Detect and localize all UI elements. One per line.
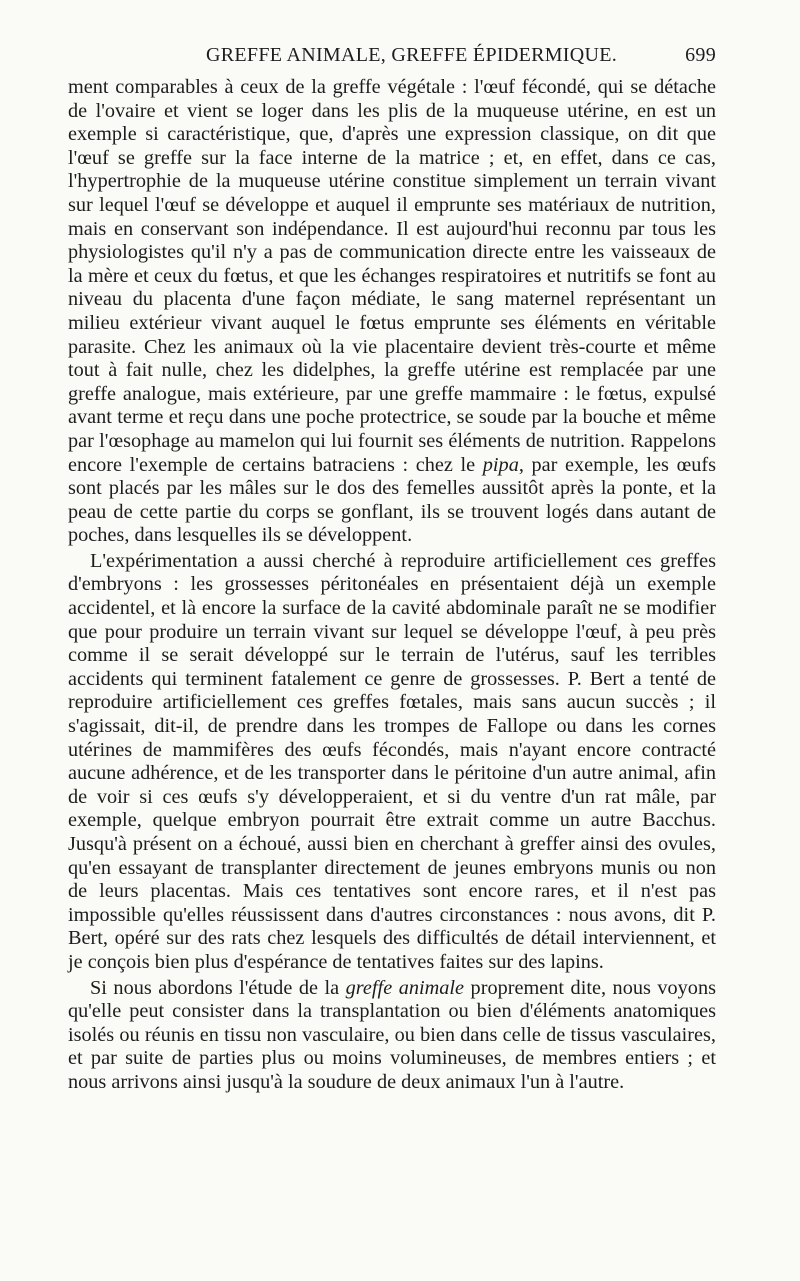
body-text: [68, 76, 716, 1095]
paragraph-text: L'expérimentation a aussi cherché à reproduire artificiellement ces greffes d'embryons : les grossesses péritonéales en présentaient déjà un exemple accidentel, et là encore la surface de la cavité abdominale paraît ne se modifier que pour produire un terrain vivant sur lequel se développe l'œuf, à peu près comme il se serait développé sur le terrain de l'utérus, sauf les terribles accidents qui terminent fatalement ce genre de grossesses. P. Bert a tenté de reproduire artificiellement ces greffes fœtales, mais sans aucun succès ; il s'agissait, dit-il, de prendre dans les trompes de Fallope ou dans les cornes utérines de mammifères des œufs fécondés, mais n'ayant encore contracté aucune adhérence, et de les transporter dans le péritoine d'un autre animal, afin de voir si ces œufs s'y développeraient, et si du ventre d'un rat mâle, par exemple, quelque embryon pourrait être extrait comme un autre Bacchus. Jusqu'à présent on a échoué, aussi bien en cherchant à greffer ainsi des ovules, qu'en essayant de transplanter directement de jeunes embryons munis ou non de leurs placentas. Mais ces tentatives sont encore rares, et il n'est pas impossible qu'elles réussissent dans d'autres circonstances : nous avons, dit P. Bert, opéré sur des rats chez lesquels des difficultés de détail interviennent, et je conçois bien plus d'espérance de tentatives faites sur des lapins.: [68, 549, 716, 973]
paragraph-text: Si nous abordons l'étude de la: [90, 976, 346, 999]
paragraph-text: ment comparables à ceux de la greffe végétale : l'œuf fécondé, qui se détache de l'ovaire et vient se loger dans les plis de la muqueuse utérine, en est un exemple si caractéristique, que, d'après une expression classique, on dit que l'œuf se greffe sur la face interne de la matrice ; et, en effet, dans ce cas, l'hypertrophie de la muqueuse utérine constitue simplement un terrain vivant sur lequel l'œuf se développe et auquel il emprunte ses matériaux de nutrition, mais en conservant son indépendance. Il est aujourd'hui reconnu par tous les physiologistes qu'il n'y a pas de communication directe entre les vaisseaux de la mère et ceux du fœtus, et que les échanges respiratoires et nutritifs se font au niveau du placenta d'une façon médiate, le sang maternel représentant un milieu extérieur vivant auquel le fœtus emprunte ses éléments en véritable parasite. Chez les animaux où la vie placentaire devient très-courte et même tout à fait nulle, chez les didelphes, la greffe utérine est remplacée par une greffe analogue, mais extérieure, par une greffe mammaire : le fœtus, expulsé avant terme et reçu dans une poche protectrice, se soude par la bouche et même par l'œsophage au mamelon qui lui fournit ses éléments de nutrition. Rappelons encore l'exemple de certains batraciens : chez le: [68, 76, 716, 476]
paragraph-text: , par exemple, les œufs sont placés par les mâles sur le dos des femelles aussitôt après la ponte, et la peau de cette partie du corps se gonflant, ils se trouvent logés dans autant de poches, dans lesquelles ils se développent.: [68, 453, 716, 547]
paragraph-text: proprement dite, nous voyons qu'elle peut consister dans la transplantation ou bien d'éléments anatomiques isolés ou réunis en tissu non vasculaire, ou bien dans celle de tissus vasculaires, et par suite de parties plus ou moins volumineuses, de membres entiers ; et nous arrivons ainsi jusqu'à la soudure de deux animaux l'un à l'autre.: [68, 976, 716, 1093]
page-number: 699: [685, 44, 716, 66]
italic-term: greffe animale: [345, 976, 465, 999]
paragraph-continued: [68, 76, 716, 548]
paragraph: [68, 977, 716, 1095]
book-page: [68, 44, 716, 1095]
running-title: GREFFE ANIMALE, GREFFE ÉPIDERMIQUE.: [206, 44, 618, 66]
paragraph: [68, 550, 716, 975]
running-head: [68, 44, 716, 74]
italic-term: pipa: [482, 453, 519, 476]
